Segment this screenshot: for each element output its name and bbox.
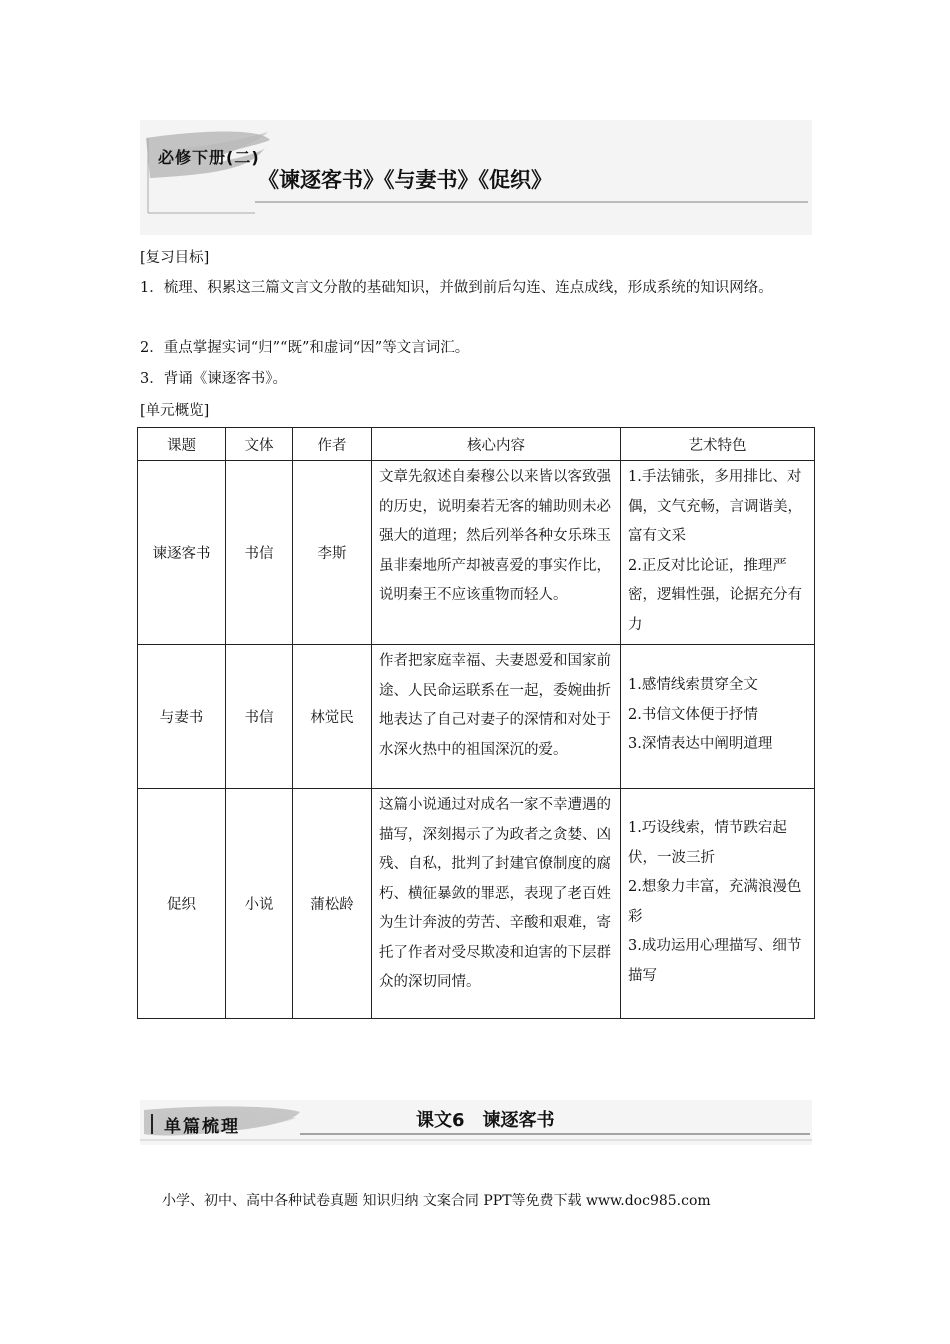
section-banner (140, 1100, 812, 1145)
table-header-row (138, 428, 815, 461)
column-header: 艺术特色 (621, 428, 815, 461)
cell-author: 李斯 (293, 461, 372, 645)
table-row (138, 789, 815, 1019)
review-goals-heading: [复习目标] (140, 250, 210, 266)
cell-features (621, 645, 815, 789)
column-header: 课题 (138, 428, 226, 461)
feature-item: 3.成功运用心理描写、细节描写 (628, 938, 802, 984)
feature-item: 1.巧设线索，情节跌宕起伏，一波三折 (628, 820, 787, 866)
unit-overview-table (137, 427, 815, 1019)
feature-item: 2.书信文体便于抒情 (628, 706, 758, 723)
review-goal-item-1: 1．梳理、积累这三篇文言文分散的基础知识，并做到前后勾连、连点成线，形成系统的知识网络。 (140, 280, 773, 296)
cell-content: 这篇小说通过对成名一家不幸遭遇的描写，深刻揭示了为政者之贪婪、凶残、自私，批判了封建官僚制度的腐朽、横征暴敛的罪恶，表现了老百姓为生计奔波的劳苦、辛酸和艰难，寄托了作者对受尽欺凌和迫害的下层群众的深切同情。 (372, 789, 621, 1019)
cell-features (621, 461, 815, 645)
cell-author: 林觉民 (293, 645, 372, 789)
cell-features (621, 789, 815, 1019)
review-goal-item-2: 2．重点掌握实词“归”“既”和虚词“因”等文言词汇。 (140, 340, 470, 356)
column-header: 核心内容 (372, 428, 621, 461)
cell-title: 促织 (138, 789, 226, 1019)
cell-genre: 小说 (226, 789, 293, 1019)
unit-banner (140, 120, 812, 235)
cell-author: 蒲松龄 (293, 789, 372, 1019)
module-tag: 必修下册(二) (158, 148, 260, 167)
feature-item: 1.感情线索贯穿全文 (628, 677, 758, 694)
section-tag: 单篇梳理 (164, 1117, 240, 1137)
cell-genre: 书信 (226, 645, 293, 789)
feature-item: 2.正反对比论证，推理严密，逻辑性强，论据充分有力 (628, 557, 802, 633)
feature-item: 3.深情表达中阐明道理 (628, 736, 773, 753)
feature-item: 1.手法铺张，多用排比、对偶，文气充畅，言调谐美，富有文采 (628, 469, 802, 544)
cell-content: 文章先叙述自秦穆公以来皆以客致强的历史，说明秦若无客的辅助则未必强大的道理；然后列举各种女乐珠玉虽非秦地所产却被喜爱的事实作比，说明秦王不应该重物而轻人。 (372, 461, 621, 645)
review-goal-item-3: 3．背诵《谏逐客书》。 (140, 371, 287, 387)
table-row (138, 461, 815, 645)
cell-content: 作者把家庭幸福、夫妻恩爱和国家前途、人民命运联系在一起，委婉曲折地表达了自己对妻子的深情和对处于水深火热中的祖国深沉的爱。 (372, 645, 621, 789)
page-footer: 小学、初中、高中各种试卷真题 知识归纳 文案合同 PPT等免费下载 www.doc985.com (162, 1193, 711, 1209)
cell-genre: 书信 (226, 461, 293, 645)
column-header: 作者 (293, 428, 372, 461)
section-title: 课文6 谏逐客书 (416, 1110, 555, 1131)
feature-item: 2.想象力丰富，充满浪漫色彩 (628, 879, 802, 925)
column-header: 文体 (226, 428, 293, 461)
unit-overview-heading: [单元概览] (140, 403, 210, 419)
cell-title: 谏逐客书 (138, 461, 226, 645)
table-row (138, 645, 815, 789)
unit-title: 《谏逐客书》《与妻书》《促织》 (258, 168, 552, 192)
cell-title: 与妻书 (138, 645, 226, 789)
